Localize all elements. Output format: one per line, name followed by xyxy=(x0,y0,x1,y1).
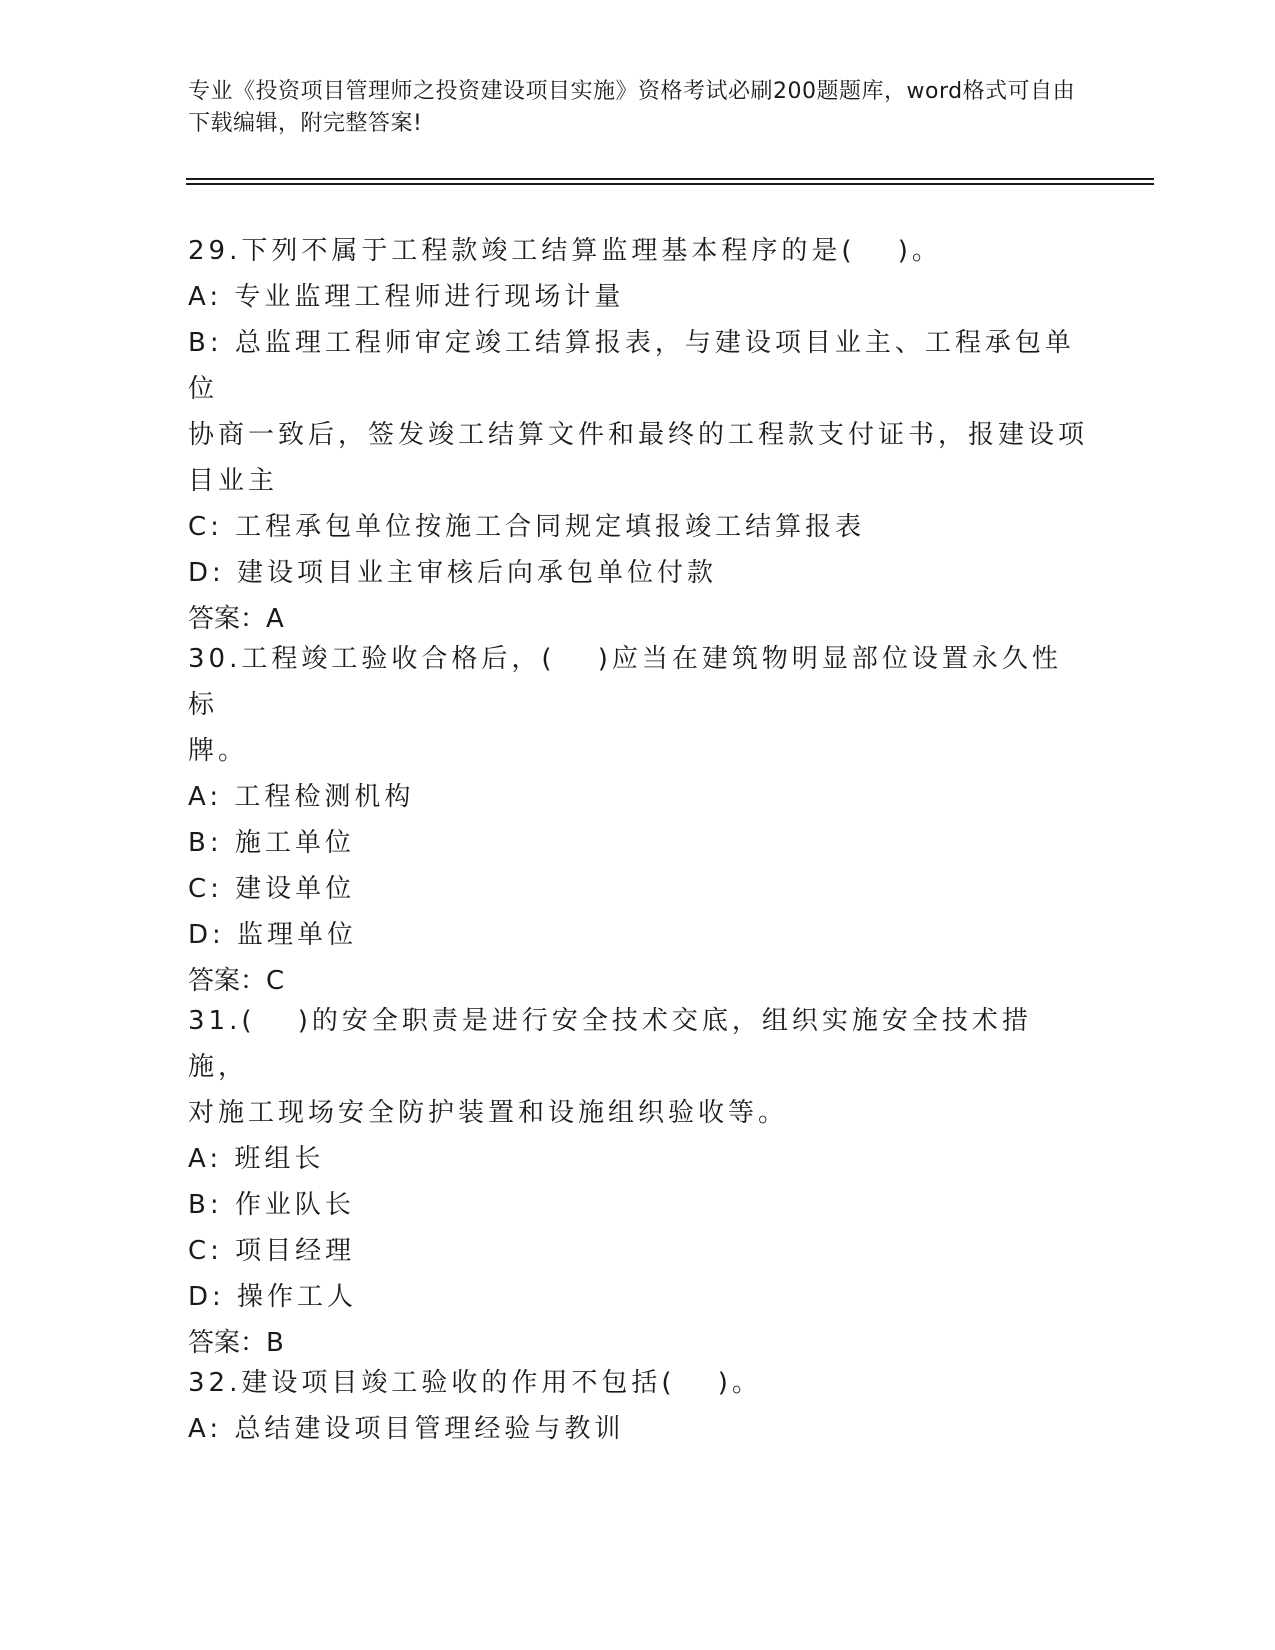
document-header: 专业《投资项目管理师之投资建设项目实施》资格考试必刷200题题库，word格式可自由下载编辑，附完整答案! xyxy=(188,79,1076,136)
option-d: D: 建设项目业主审核后向承包单位付款 xyxy=(188,558,718,588)
question-stem: 30.工程竣工验收合格后，( )应当在建筑物明显部位设置永久性标 xyxy=(188,644,1062,720)
option-b: B: 总监理工程师审定竣工结算报表，与建设项目业主、工程承包单位 xyxy=(188,328,1075,404)
question-stem: 31.( )的安全职责是进行安全技术交底，组织实施安全技术措施， xyxy=(188,1006,1032,1082)
option-b-cont: 协商一致后，签发竣工结算文件和最终的工程款支付证书，报建设项 xyxy=(188,420,1089,450)
question-stem: 32.建设项目竣工验收的作用不包括( )。 xyxy=(188,1368,762,1398)
option-a: A: 班组长 xyxy=(188,1144,325,1174)
option-c: C: 项目经理 xyxy=(188,1236,356,1266)
question-31 xyxy=(188,998,1088,1366)
header-divider-top xyxy=(186,178,1154,180)
question-30 xyxy=(188,636,1088,1004)
option-d: D: 监理单位 xyxy=(188,920,358,950)
question-32 xyxy=(188,1360,1088,1452)
question-stem: 29.下列不属于工程款竣工结算监理基本程序的是( )。 xyxy=(188,236,942,266)
option-a: A: 专业监理工程师进行现场计量 xyxy=(188,282,625,312)
option-b: B: 施工单位 xyxy=(188,828,355,858)
answer-label: 答案：C xyxy=(188,966,285,996)
option-c: C: 工程承包单位按施工合同规定填报竣工结算报表 xyxy=(188,512,866,542)
answer-label: 答案：B xyxy=(188,1328,284,1358)
question-stem-cont: 牌。 xyxy=(188,736,249,766)
option-b: B: 作业队长 xyxy=(188,1190,355,1220)
option-a: A: 总结建设项目管理经验与教训 xyxy=(188,1414,625,1444)
answer-label: 答案：A xyxy=(188,604,284,634)
option-c: C: 建设单位 xyxy=(188,874,356,904)
header-divider-bottom xyxy=(186,183,1154,185)
option-b-cont: 目业主 xyxy=(188,466,279,496)
option-d: D: 操作工人 xyxy=(188,1282,358,1312)
question-29 xyxy=(188,228,1088,642)
option-a: A: 工程检测机构 xyxy=(188,782,415,812)
question-stem-cont: 对施工现场安全防护装置和设施组织验收等。 xyxy=(188,1098,789,1128)
